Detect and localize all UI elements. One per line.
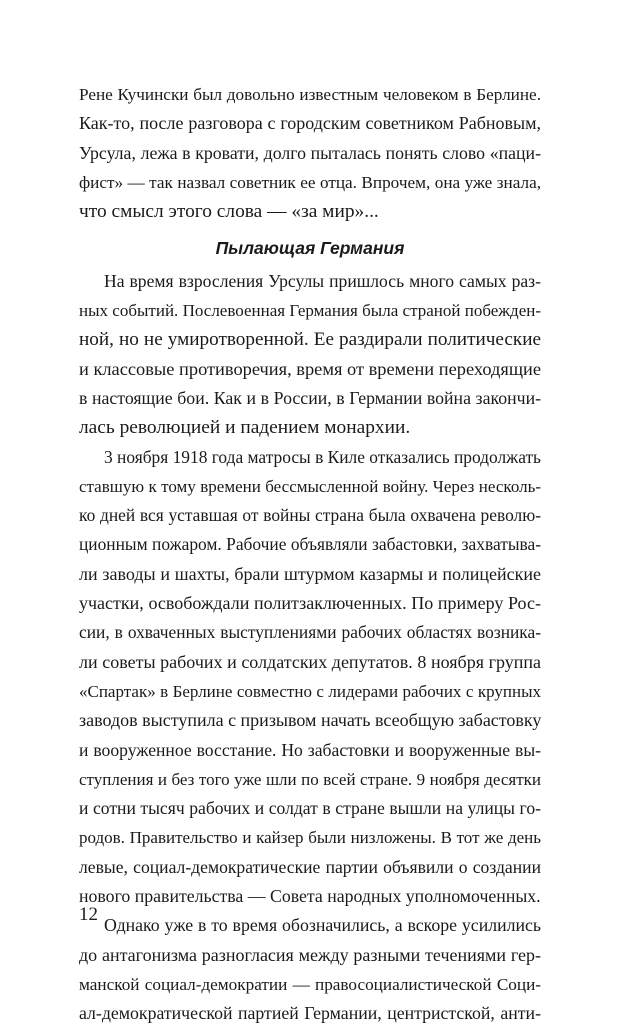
page-text	[79, 80, 541, 1029]
text-line: участки, освобождали политзаключенных. По примеру Рос-	[79, 593, 541, 614]
text-line: сии, в охваченных выступлениями рабочих областях возника-	[79, 622, 541, 643]
intro-paragraph	[79, 80, 541, 226]
text-line: и сотни тысяч рабочих и солдат в стране вышли на улицы го-	[79, 798, 541, 819]
text-line: до антагонизма разногласия между разными течениями гер-	[79, 944, 541, 965]
text-line: фист» — так назвал советник ее отца. Впрочем, она уже знала,	[79, 172, 541, 192]
text-line: манской социал-демократии — правосоциалистической Соци-	[79, 974, 541, 994]
text-line: ставшую к тому времени бессмысленной войну. Через несколь-	[79, 476, 541, 496]
text-line: лась революцией и падением монархии.	[79, 417, 411, 439]
text-line: ли советы рабочих и солдатских депутатов. 8 ноября группа	[79, 651, 541, 672]
page-number: 12	[79, 904, 98, 925]
paragraph-3	[79, 911, 541, 1028]
text-line: и вооруженное восстание. Но забастовки и вооруженные вы-	[79, 739, 541, 760]
text-line: 3 ноября 1918 года матросы в Киле отказались продолжать	[104, 446, 541, 467]
text-line: Как-то, после разговора с городским советником Рабновым,	[79, 113, 541, 134]
section-heading: Пылающая Германия	[215, 238, 405, 259]
text-line: ал-демократической партией Германии, центристской, анти-	[79, 1003, 541, 1024]
text-line: заводов выступила с призывом начать всеобщую забастовку	[79, 710, 542, 731]
text-line: ко дней вся уставшая от войны страна была охвачена револю-	[79, 505, 541, 526]
text-line: в настоящие бои. Как и в России, в Германии война закончи-	[79, 387, 541, 408]
text-line: ных событий. Послевоенная Германия была страной побежден-	[79, 301, 541, 321]
text-line: Урсула, лежа в кровати, долго пыталась понять слово «паци-	[79, 142, 541, 163]
text-line: нового правительства — Совета народных уполномоченных.	[79, 886, 541, 907]
text-line: родов. Правительство и кайзер были низложены. В тот же день	[79, 828, 541, 848]
paragraph-1	[79, 267, 541, 443]
text-line: ли заводы и шахты, брали штурмом казармы и полицейские	[79, 563, 541, 584]
text-line: ной, но не умиротворенной. Ее раздирали политические	[79, 329, 541, 351]
text-line: ступления и без того уже шли по всей стране. 9 ноября десятки	[79, 769, 541, 789]
text-line: Рене Кучински был довольно известным человеком в Берлине.	[79, 85, 541, 104]
text-line: «Спартак» в Берлине совместно с лидерами рабочих с крупных	[79, 681, 541, 701]
text-line: что смысл этого слова — «за мир»...	[79, 201, 379, 223]
text-line: левые, социал-демократические партии объявили о создании	[79, 856, 541, 877]
paragraph-2	[79, 443, 541, 912]
text-line: ционным пожаром. Рабочие объявляли забастовки, захватыва-	[79, 534, 541, 555]
text-line: Однако уже в то время обозначились, а вскоре усилились	[104, 915, 541, 936]
text-line: и классовые противоречия, время от времени переходящие	[79, 358, 542, 379]
text-line: На время взросления Урсулы пришлось много самых раз-	[104, 270, 541, 291]
